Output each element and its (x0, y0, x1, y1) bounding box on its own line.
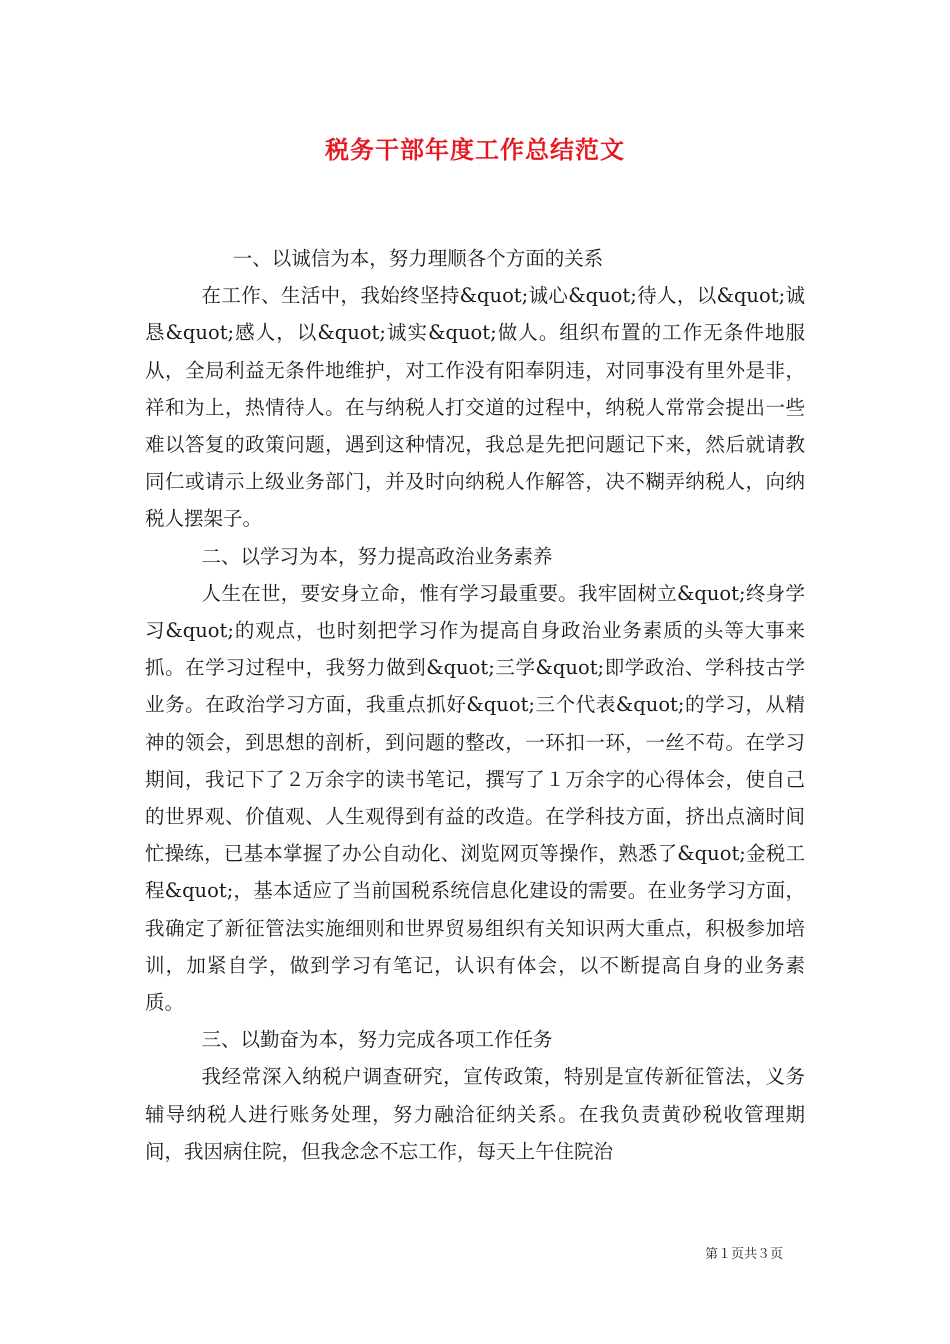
document-body (145, 240, 805, 1170)
paragraph-3: 我经常深入纳税户调查研究，宣传政策，特别是宣传新征管法，义务辅导纳税人进行账务处理，努力融洽征纳关系。在我负责黄砂税收管理期间，我因病住院，但我念念不忘工作，每天上午住院治 (145, 1065, 805, 1163)
page-number-footer: 第１页共３页 (705, 1247, 784, 1262)
document-title: 税务干部年度工作总结范文 (325, 135, 625, 164)
paragraph-1: 在工作、生活中，我始终坚持&quot;诚心&quot;待人，以&quot;诚恳&quot;感人，以&quot;诚实&quot;做人。组织布置的工作无条件地服从，全局利益无条件地维护，对工作没有阳奉阴违，对同事没有里外是非，祥和为上，热情待人。在与纳税人打交道的过程中，纳税人常常会提出一些难以答复的政策问题，遇到这种情况，我总是先把问题记下来，然后就请教同仁或请示上级业务部门，并及时向纳税人作解答，决不糊弄纳税人，向纳税人摆架子。 (145, 284, 805, 531)
section-heading-3: 三、以勤奋为本，努力完成各项工作任务 (201, 1028, 553, 1052)
paragraph-2: 人生在世，要安身立命，惟有学习最重要。我牢固树立&quot;终身学习&quot;的观点，也时刻把学习作为提高自身政治业务素质的头等大事来抓。在学习过程中，我努力做到&quot;三学&quot;即学政治、学科技古学业务。在政治学习方面，我重点抓好&quot;三个代表&quot;的学习，从精神的领会，到思想的剖析，到问题的整改，一环扣一环，一丝不苟。在学习期间，我记下了２万余字的读书笔记，撰写了１万余字的心得体会，使自己的世界观、价值观、人生观得到有益的改造。在学科技方面，挤出点滴时间忙操练，已基本掌握了办公自动化、浏览网页等操作，熟悉了&quot;金税工程&quot;，基本适应了当前国税系统信息化建设的需要。在业务学习方面，我确定了新征管法实施细则和世界贸易组织有关知识两大重点，积极参加培训，加紧自学，做到学习有笔记，认识有体会，以不断提高自身的业务素质。 (145, 581, 805, 1015)
section-heading-2: 二、以学习为本，努力提高政治业务素养 (201, 544, 553, 568)
section-heading-1: 一、以诚信为本，努力理顺各个方面的关系 (232, 247, 604, 270)
